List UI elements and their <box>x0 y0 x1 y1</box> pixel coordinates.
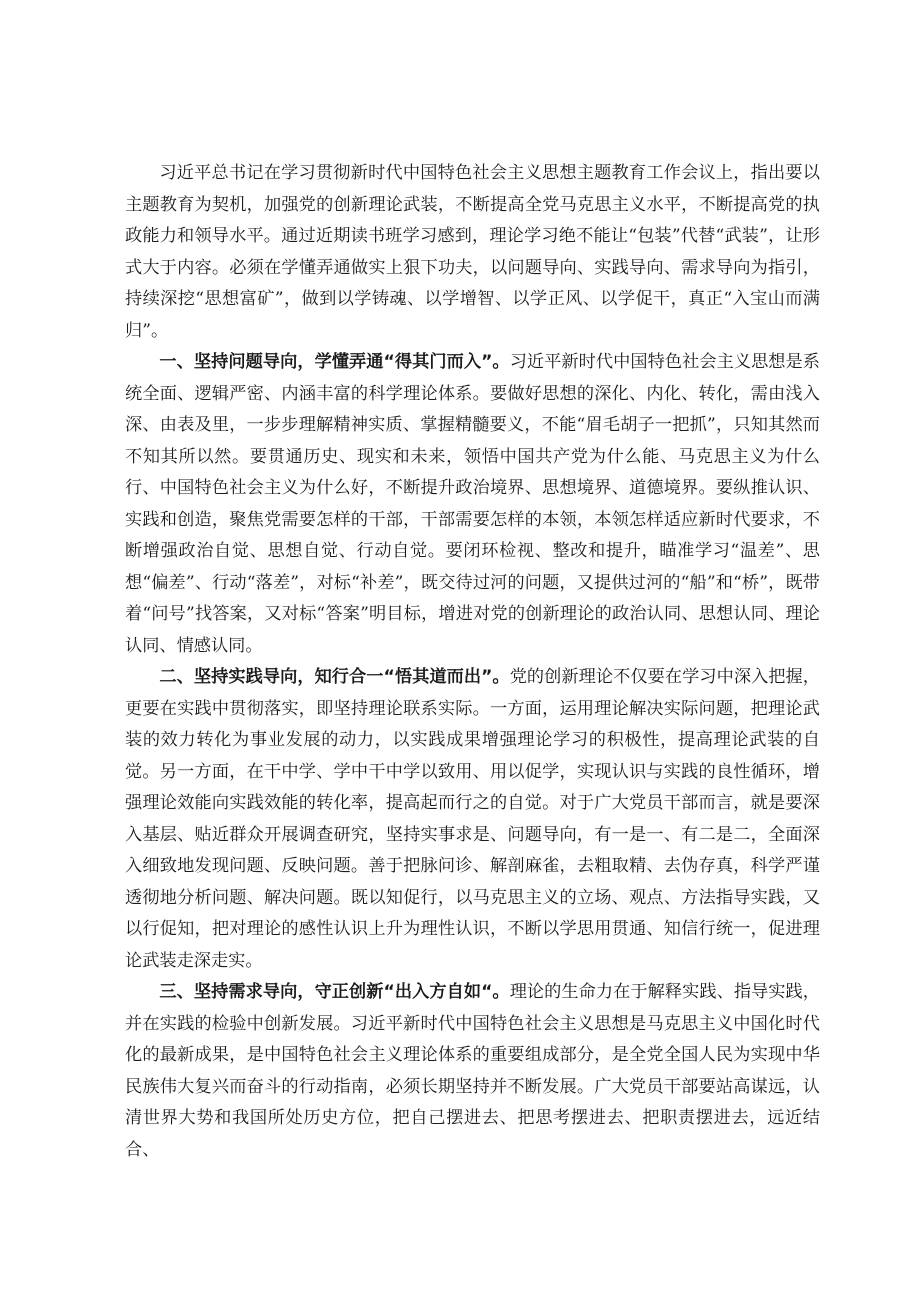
document-body <box>125 158 820 1166</box>
section-paragraph-3 <box>125 977 820 1166</box>
section-body-3: 理论的生命力在于解释实践、指导实践，并在实践的检验中创新发展。习近平新时代中国特色社会主义思想是马克思主义中国化时代化的最新成果，是中国特色社会主义理论体系的重要组成部分，是全党全国人民为实现中华民族伟大复兴而奋斗的行动指南，必须长期坚持并不断发展。广大党员干部要站高谋远，认清世界大势和我国所处历史方位，把自己摆进去、把思考摆进去、把职责摆进去，远近结合、 <box>125 982 820 1160</box>
section-body-2: 党的创新理论不仅要在学习中深入把握，更要在实践中贯彻落实，即坚持理论联系实际。一方面，运用理论解决实际问题，把理论武装的效力转化为事业发展的动力，以实践成果增强理论学习的积极性，提高理论武装的自觉。另一方面，在干中学、学中干中学以致用、用以促学，实现认识与实践的良性循环，增强理论效能向实践效能的转化率，提高起而行之的自觉。对于广大党员干部而言，就是要深入基层、贴近群众开展调查研究，坚持实事求是、问题导向，有一是一、有二是二，全面深入细致地发现问题、反映问题。善于把脉问诊、解剖麻雀，去粗取精、去伪存真，科学严谨透彻地分析问题、解决问题。既以知促行，以马克思主义的立场、观点、方法指导实践，又以行促知，把对理论的感性认识上升为理性认识，不断以学思用贯通、知信行统一，促进理论武装走深走实。 <box>125 667 820 971</box>
section-paragraph-2 <box>125 662 820 977</box>
section-heading-1: 一、坚持问题导向，学懂弄通“得其门而入”。 <box>159 352 510 372</box>
section-body-1: 习近平新时代中国特色社会主义思想是系统全面、逻辑严密、内涵丰富的科学理论体系。要做好思想的深化、内化、转化，需由浅入深、由表及里，一步步理解精神实质、掌握精髓要义，不能“眉毛胡子一把抓”，只知其然而不知其所以然。要贯通历史、现实和未来，领悟中国共产党为什么能、马克思主义为什么行、中国特色社会主义为什么好，不断提升政治境界、思想境界、道德境界。要纵推认识、实践和创造，聚焦党需要怎样的干部，干部需要怎样的本领，本领怎样适应新时代要求，不断增强政治自觉、思想自觉、行动自觉。要闭环检视、整改和提升，瞄准学习“温差”、思想“偏差”、行动“落差”，对标“补差”，既交待过河的问题，又提供过河的“船”和“桥”，既带着“问号”找答案，又对标“答案”明目标，增进对党的创新理论的政治认同、思想认同、理论认同、情感认同。 <box>125 352 820 656</box>
section-heading-2: 二、坚持实践导向，知行合一“悟其道而出”。 <box>159 667 510 687</box>
intro-paragraph <box>125 158 820 347</box>
section-heading-3: 三、坚持需求导向，守正创新“出入方自如“。 <box>159 982 510 1002</box>
intro-text: 习近平总书记在学习贯彻新时代中国特色社会主义思想主题教育工作会议上，指出要以主题教育为契机，加强党的创新理论武装，不断提高全党马克思主义水平，不断提高党的执政能力和领导水平。通过近期读书班学习感到，理论学习绝不能让“包装”代替“武装”，让形式大于内容。必须在学懂弄通做实上狠下功夫，以问题导向、实践导向、需求导向为指引，持续深挖“思想富矿”，做到以学铸魂、以学增智、以学正风、以学促干，真正“入宝山而满归”。 <box>125 163 820 341</box>
section-paragraph-1 <box>125 347 820 662</box>
